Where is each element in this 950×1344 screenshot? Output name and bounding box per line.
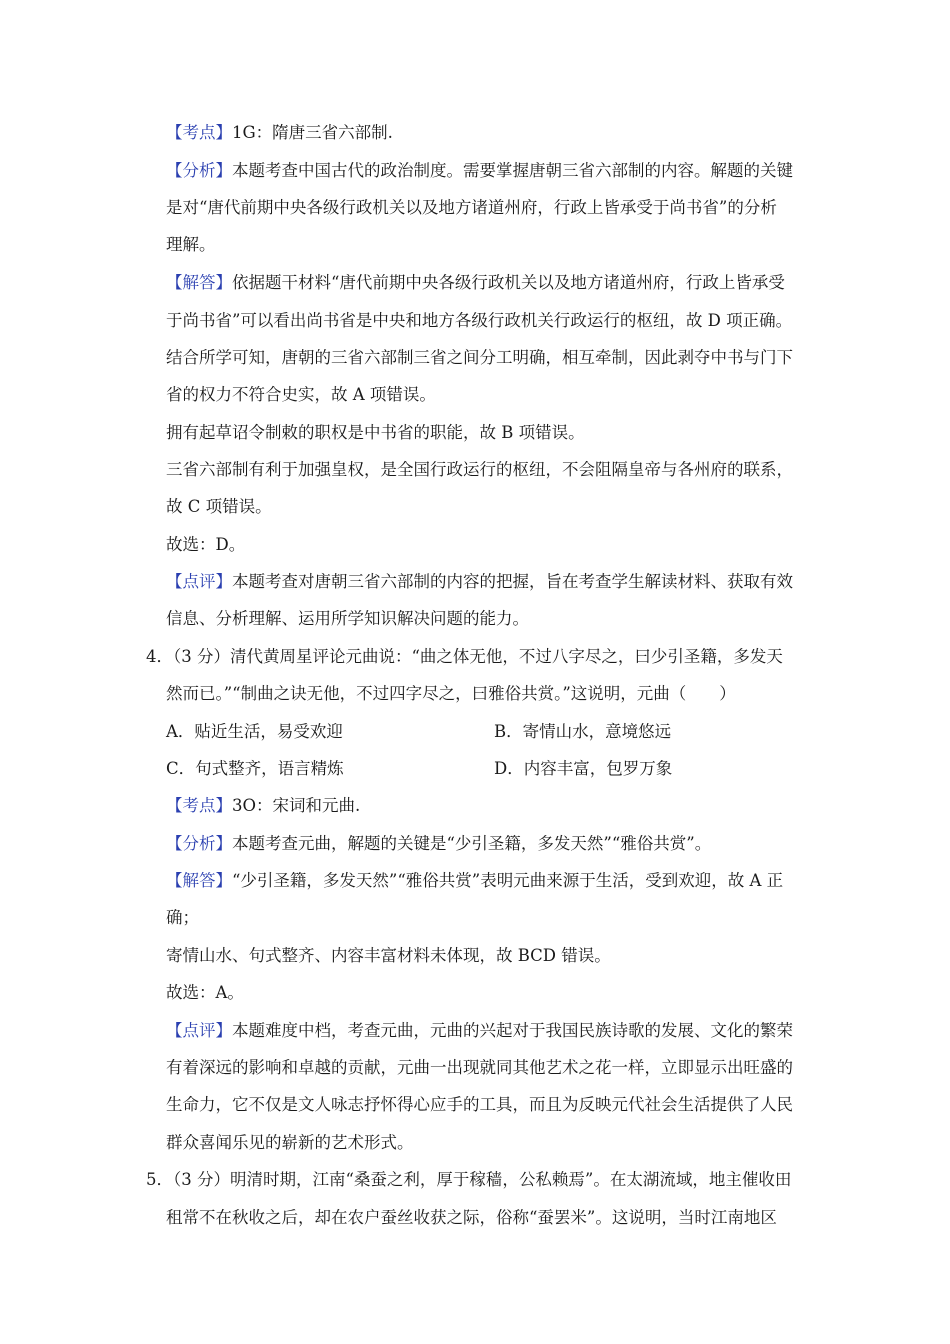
q4-kaodian bbox=[166, 794, 360, 818]
q4-option-c: C．句式整齐，语言精炼 bbox=[166, 759, 344, 778]
q5-stem-line-2: 租常不在秋收之后，却在农户蚕丝收获之际，俗称“蚕罢米”。这说明，当时江南地区 bbox=[166, 1208, 777, 1227]
fenxi-label: 【分析】 bbox=[166, 161, 232, 180]
q4-dianping-line-1 bbox=[166, 1019, 793, 1043]
fenxi-text: 本题考查元曲，解题的关键是“少引圣籍，多发天然”“雅俗共赏”。 bbox=[232, 834, 712, 853]
q3-jieda-line-2: 于尚书省”可以看出尚书省是中央和地方各级行政机关行政运行的枢纽，故 D 项正确。 bbox=[166, 311, 793, 330]
q4-option-d: D．内容丰富，包罗万象 bbox=[494, 759, 673, 778]
q3-jieda-line-1 bbox=[166, 271, 785, 295]
dianping-label: 【点评】 bbox=[166, 572, 232, 591]
q3-kaodian bbox=[166, 121, 393, 145]
q4-dianping-line-2: 有着深远的影响和卓越的贡献，元曲一出现就同其他艺术之花一样，立即显示出旺盛的 bbox=[166, 1058, 793, 1077]
q4-jieda-line-3: 寄情山水、句式整齐、内容丰富材料未体现，故 BCD 错误。 bbox=[166, 946, 611, 965]
q4-dianping-line-4: 群众喜闻乐见的崭新的艺术形式。 bbox=[166, 1133, 414, 1152]
dianping-label: 【点评】 bbox=[166, 1021, 232, 1040]
kaodian-label: 【考点】 bbox=[166, 123, 232, 142]
q3-fenxi-line-1 bbox=[166, 159, 793, 183]
q3-jieda-line-4: 省的权力不符合史实，故 A 项错误。 bbox=[166, 385, 436, 404]
q4-option-a: A．贴近生活，易受欢迎 bbox=[166, 722, 343, 741]
q4-dianping-line-3: 生命力，它不仅是文人咏志抒怀得心应手的工具，而且为反映元代社会生活提供了人民 bbox=[166, 1095, 793, 1114]
q3-answer: 故选：D。 bbox=[166, 535, 246, 554]
q3-dianping-line-2: 信息、分析理解、运用所学知识解决问题的能力。 bbox=[166, 609, 529, 628]
jieda-label: 【解答】 bbox=[166, 273, 232, 292]
q4-fenxi bbox=[166, 832, 711, 856]
q3-fenxi-line-3: 理解。 bbox=[166, 235, 216, 254]
q3-jieda-line-7: 故 C 项错误。 bbox=[166, 497, 272, 516]
q3-dianping-line-1 bbox=[166, 570, 793, 594]
q5-stem-line-1: 5．（3 分）明清时期，江南“桑蚕之利，厚于稼穑，公私赖焉”。在太湖流域，地主催收田 bbox=[146, 1170, 792, 1189]
q3-jieda-line-5: 拥有起草诏令制敕的职权是中书省的职能，故 B 项错误。 bbox=[166, 423, 585, 442]
q4-option-b: B．寄情山水，意境悠远 bbox=[494, 722, 672, 741]
q4-stem-line-1: 4．（3 分）清代黄周星评论元曲说：“曲之体无他，不过八字尽之，曰少引圣籍，多发天 bbox=[146, 647, 783, 666]
fenxi-text: 本题考查中国古代的政治制度。需要掌握唐朝三省六部制的内容。解题的关键 bbox=[232, 161, 793, 180]
q4-answer: 故选：A。 bbox=[166, 983, 244, 1002]
dianping-text: 本题考查对唐朝三省六部制的内容的把握，旨在考查学生解读材料、获取有效 bbox=[232, 572, 793, 591]
q4-stem-line-2: 然而已。”“制曲之诀无他，不过四字尽之，曰雅俗共赏。”这说明，元曲（ ） bbox=[166, 684, 736, 703]
q4-jieda-line-2: 确； bbox=[166, 908, 199, 927]
jieda-text: 依据题干材料“唐代前期中央各级行政机关以及地方诸道州府，行政上皆承受 bbox=[232, 273, 785, 292]
q3-jieda-line-6: 三省六部制有利于加强皇权，是全国行政运行的枢纽，不会阻隔皇帝与各州府的联系， bbox=[166, 460, 793, 479]
q3-jieda-line-3: 结合所学可知，唐朝的三省六部制三省之间分工明确，相互牵制，因此剥夺中书与门下 bbox=[166, 348, 793, 367]
jieda-label: 【解答】 bbox=[166, 871, 232, 890]
dianping-text: 本题难度中档，考查元曲，元曲的兴起对于我国民族诗歌的发展、文化的繁荣 bbox=[232, 1021, 793, 1040]
fenxi-label: 【分析】 bbox=[166, 834, 232, 853]
kaodian-text: 3O：宋词和元曲. bbox=[232, 796, 361, 815]
q4-jieda-line-1 bbox=[166, 869, 783, 893]
kaodian-label: 【考点】 bbox=[166, 796, 232, 815]
jieda-text: “少引圣籍，多发天然”“雅俗共赏”表明元曲来源于生活，受到欢迎，故 A 正 bbox=[232, 871, 784, 890]
kaodian-text: 1G：隋唐三省六部制. bbox=[232, 123, 393, 142]
q3-fenxi-line-2: 是对“唐代前期中央各级行政机关以及地方诸道州府，行政上皆承受于尚书省”的分析 bbox=[166, 198, 777, 217]
